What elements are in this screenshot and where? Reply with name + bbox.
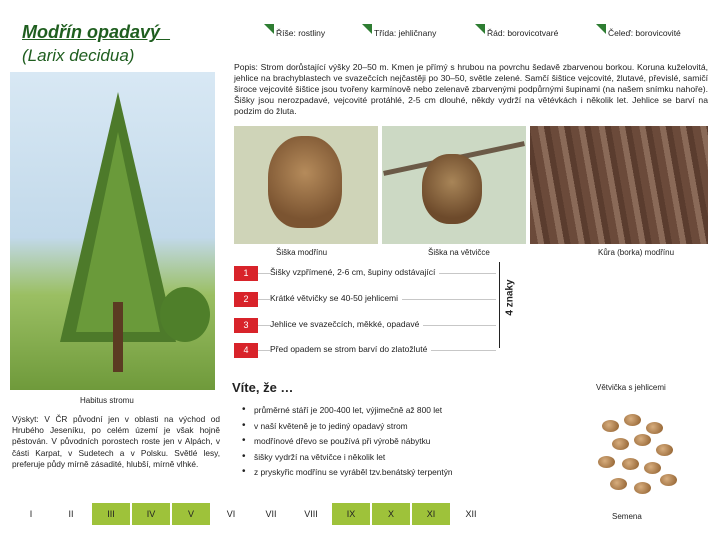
features-side-label: 4 znaky [504, 279, 516, 316]
feature-number: 2 [234, 292, 258, 307]
taxon-kingdom: Říše: rostliny [276, 28, 325, 38]
feature-text: Krátké větvičky se 40-50 jehlicemi [270, 293, 402, 303]
occurrence-text: Výskyt: V ČR původní jen v oblasti na východ od Hrubého Jeseníku, po celém území je však hojně pěstován. V původních porostech roste jen v Alpách, v části Karpat, v Sudetech a v Polsku. Světlé lesy, preferuje půdy mírně zásadité, hlubší, mírně vlhké. [12, 414, 220, 469]
page-title: Modřín opadavý [22, 22, 171, 42]
did-you-know-list [242, 405, 453, 483]
month-cell: II [52, 503, 92, 525]
did-you-know-heading: Víte, že … [232, 380, 294, 395]
features-divider [499, 262, 500, 348]
caption-cone-branch: Šiška na větvičce [428, 248, 490, 257]
month-cell: X [372, 503, 412, 525]
caption-habitus: Habitus stromu [80, 396, 134, 405]
tree-habitus-photo [10, 72, 215, 390]
triangle-marker-icon [475, 24, 485, 34]
feature-number: 3 [234, 318, 258, 333]
month-cell: VII [252, 503, 292, 525]
seeds-photo [584, 400, 690, 508]
month-cell: III [92, 503, 132, 525]
cone-branch-photo [382, 126, 526, 244]
feature-item [234, 339, 496, 361]
list-item: • modřínové dřevo se používá při výrobě nábytku [242, 436, 453, 452]
caption-cone: Šiška modřínu [276, 248, 328, 257]
bark-photo [530, 126, 708, 244]
month-cell: IV [132, 503, 172, 525]
feature-number: 4 [234, 343, 258, 358]
latin-name: (Larix decidua) [22, 46, 135, 65]
triangle-marker-icon [362, 24, 372, 34]
month-cell: V [172, 503, 212, 525]
features-list [234, 262, 496, 358]
month-cell: I [12, 503, 52, 525]
taxon-family: Čeleď: borovicovité [608, 28, 681, 38]
feature-item [234, 262, 496, 284]
feature-item [234, 288, 496, 310]
month-cell: IX [332, 503, 372, 525]
list-item: • šišky vydrží na větvičce i několik let [242, 452, 453, 468]
taxon-order: Řád: borovicotvaré [487, 28, 558, 38]
caption-seeds: Semena [612, 512, 642, 521]
list-item: • v naší květeně je to jediný opadavý strom [242, 421, 453, 437]
list-item: • průměrné stáří je 200-400 let, výjimečně až 800 let [242, 405, 453, 421]
list-item: • z pryskyřic modřínu se vyráběl tzv.benátský terpentýn [242, 467, 453, 483]
month-cell: VI [212, 503, 252, 525]
feature-item [234, 314, 496, 336]
caption-twig: Větvička s jehlicemi [596, 383, 666, 392]
taxon-class: Třída: jehličnany [374, 28, 436, 38]
feature-number: 1 [234, 266, 258, 281]
description: Popis: Strom dorůstající výšky 20–50 m. Kmen je přímý s hrubou na povrchu šedavě zbarvenou borkou. Koruna kuželovitá, jehlice na brachyblastech ve svazečcích nejčastěji po 30–50, světle zelené. Samčí šištice vejcovité, žlutavé, převislé, samičí široce vejcovité šištice jsou tvořeny karmínově nebo zelenavě zbarvenými podpůrnými šupinami (na našem snímku nahoře). Šišky jsou nerozpadavé, vejcovité protáhlé, 2-5 cm dlouhé, někdy vydrží na větévkách i několik let. Jehlice se barví na podzim do žluta. [234, 62, 708, 116]
feature-text: Jehlice ve svazečcích, měkké, opadavé [270, 319, 423, 329]
triangle-marker-icon [264, 24, 274, 34]
feature-text: Před opadem se strom barví do zlatožluté [270, 344, 431, 354]
month-calendar [12, 503, 492, 525]
caption-bark: Kůra (borka) modřínu [598, 248, 675, 257]
triangle-marker-icon [596, 24, 606, 34]
month-cell: XI [412, 503, 452, 525]
feature-text: Šišky vzpřímené, 2-6 cm, šupiny odstávající [270, 267, 439, 277]
month-cell: VIII [292, 503, 332, 525]
month-cell: XII [452, 503, 492, 525]
cone-photo [234, 126, 378, 244]
